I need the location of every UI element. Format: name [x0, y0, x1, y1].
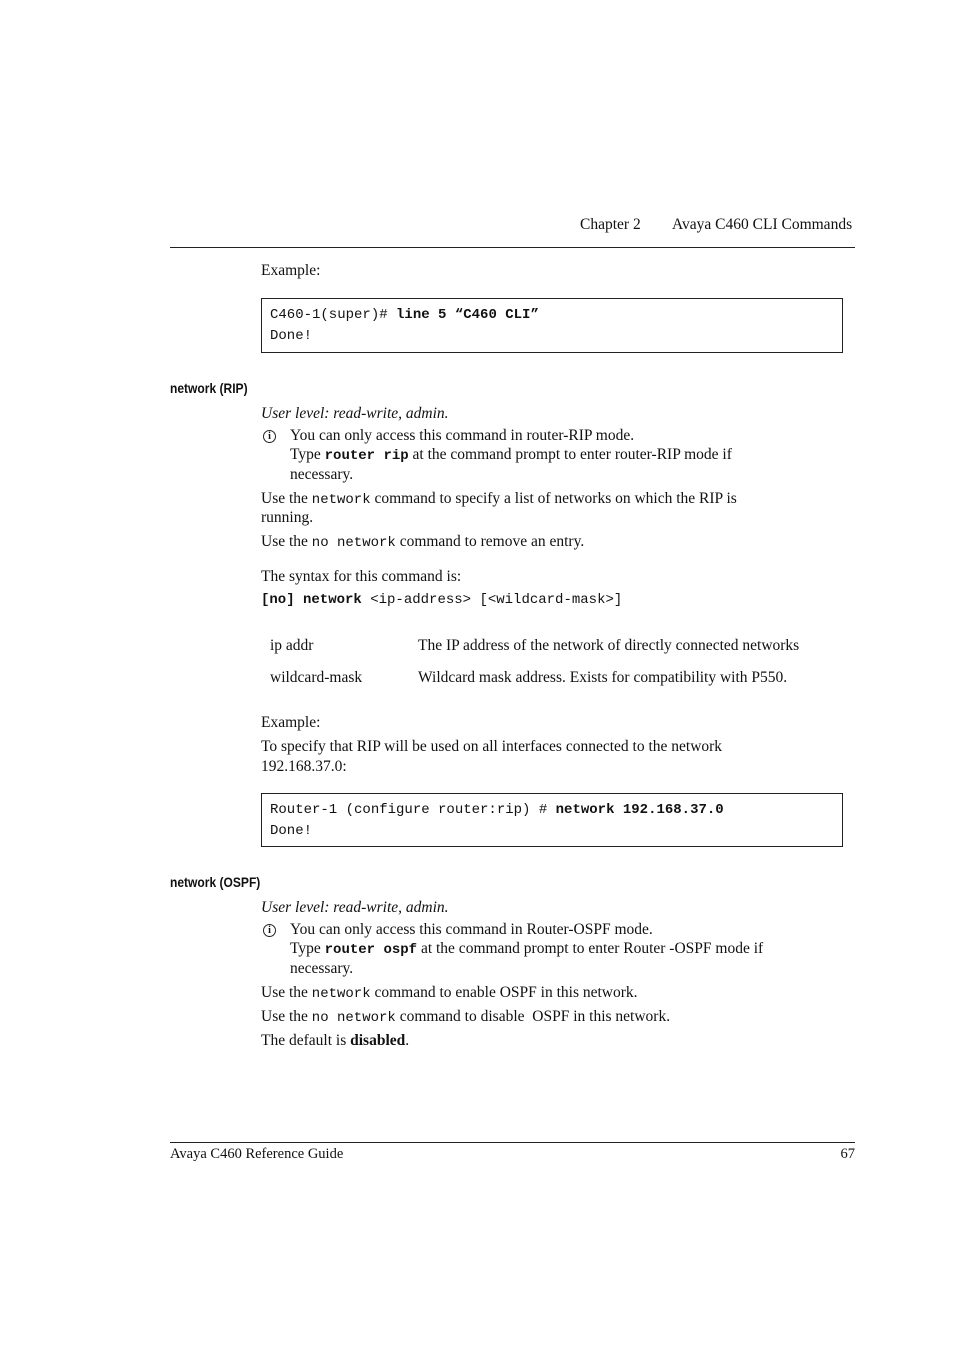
paragraph — [261, 1007, 670, 1028]
header-chapter: Chapter 2 — [580, 216, 641, 233]
inline-command: network — [311, 986, 371, 1002]
paragraph — [261, 489, 737, 510]
footer-guide: Avaya C460 Reference Guide — [170, 1146, 344, 1162]
note-text: Type — [290, 446, 325, 463]
header-rule — [170, 247, 855, 248]
code-prompt: C460-1(super)# — [270, 307, 397, 323]
default-value: disabled — [350, 1032, 406, 1049]
example-label: Example: — [261, 262, 321, 279]
section-heading-rip: network (RIP) — [170, 380, 248, 396]
example-label: Example: — [261, 714, 321, 731]
text: Use the — [261, 533, 312, 550]
note-line: You can only access this command in Router-OSPF mode. — [290, 921, 653, 938]
code-output: Done! — [270, 328, 313, 344]
code-output: Done! — [270, 823, 313, 839]
text: The default is — [261, 1032, 351, 1049]
code-line — [270, 800, 834, 821]
text: command to enable OSPF in this network. — [370, 984, 638, 1001]
note-line — [290, 445, 732, 466]
text: command to specify a list of networks on which the RIP is — [370, 490, 737, 507]
section-heading-ospf: network (OSPF) — [170, 874, 261, 890]
text: command to disable OSPF in this network. — [395, 1008, 671, 1025]
paragraph-cont: running. — [261, 509, 314, 526]
example-desc: 192.168.37.0: — [261, 758, 347, 775]
text: . — [405, 1032, 410, 1049]
code-command: network 192.168.37.0 — [555, 802, 724, 818]
paragraph — [261, 983, 638, 1004]
inline-command: no network — [311, 535, 396, 551]
paragraph — [261, 1031, 409, 1051]
code-block — [261, 298, 843, 353]
syntax-args: <ip-address> [<wildcard-mask>] — [361, 592, 623, 608]
user-level: User level: read-write, admin. — [261, 899, 449, 916]
note-line — [290, 939, 763, 960]
note-text: Type — [290, 940, 325, 957]
note-command: router ospf — [324, 942, 418, 958]
syntax-label: The syntax for this command is: — [261, 568, 462, 585]
info-icon: i — [263, 430, 276, 443]
example-desc: To specify that RIP will be used on all interfaces connected to the network — [261, 738, 723, 755]
code-line — [270, 305, 834, 326]
note-line: You can only access this command in router-RIP mode. — [290, 427, 635, 444]
footer-rule — [170, 1142, 855, 1143]
text: command to remove an entry. — [395, 533, 585, 550]
text: Use the — [261, 490, 312, 507]
info-icon: i — [263, 924, 276, 937]
note-text: at the command prompt to enter router-RIP mode if — [408, 446, 732, 463]
param-name: wildcard-mask — [270, 669, 363, 686]
syntax-keyword: [no] network — [261, 592, 362, 608]
user-level: User level: read-write, admin. — [261, 405, 449, 422]
param-name: ip addr — [270, 637, 314, 654]
param-desc: The IP address of the network of directly connected networks — [418, 637, 800, 654]
header-title: Avaya C460 CLI Commands — [672, 216, 853, 233]
page-number: 67 — [840, 1146, 855, 1162]
code-command: line 5 “C460 CLI” — [396, 307, 539, 323]
code-block — [261, 793, 843, 847]
paragraph — [261, 532, 584, 553]
text: Use the — [261, 1008, 312, 1025]
note-command: router rip — [324, 448, 409, 464]
code-prompt: Router-1 (configure router:rip) # — [270, 802, 556, 818]
param-desc: Wildcard mask address. Exists for compatibility with P550. — [418, 669, 788, 686]
note-line: necessary. — [290, 466, 354, 483]
syntax-line — [261, 592, 622, 608]
text: Use the — [261, 984, 312, 1001]
note-text: at the command prompt to enter Router -OSPF mode if — [417, 940, 764, 957]
inline-command: no network — [311, 1010, 396, 1026]
note-line: necessary. — [290, 960, 354, 977]
inline-command: network — [311, 492, 371, 508]
